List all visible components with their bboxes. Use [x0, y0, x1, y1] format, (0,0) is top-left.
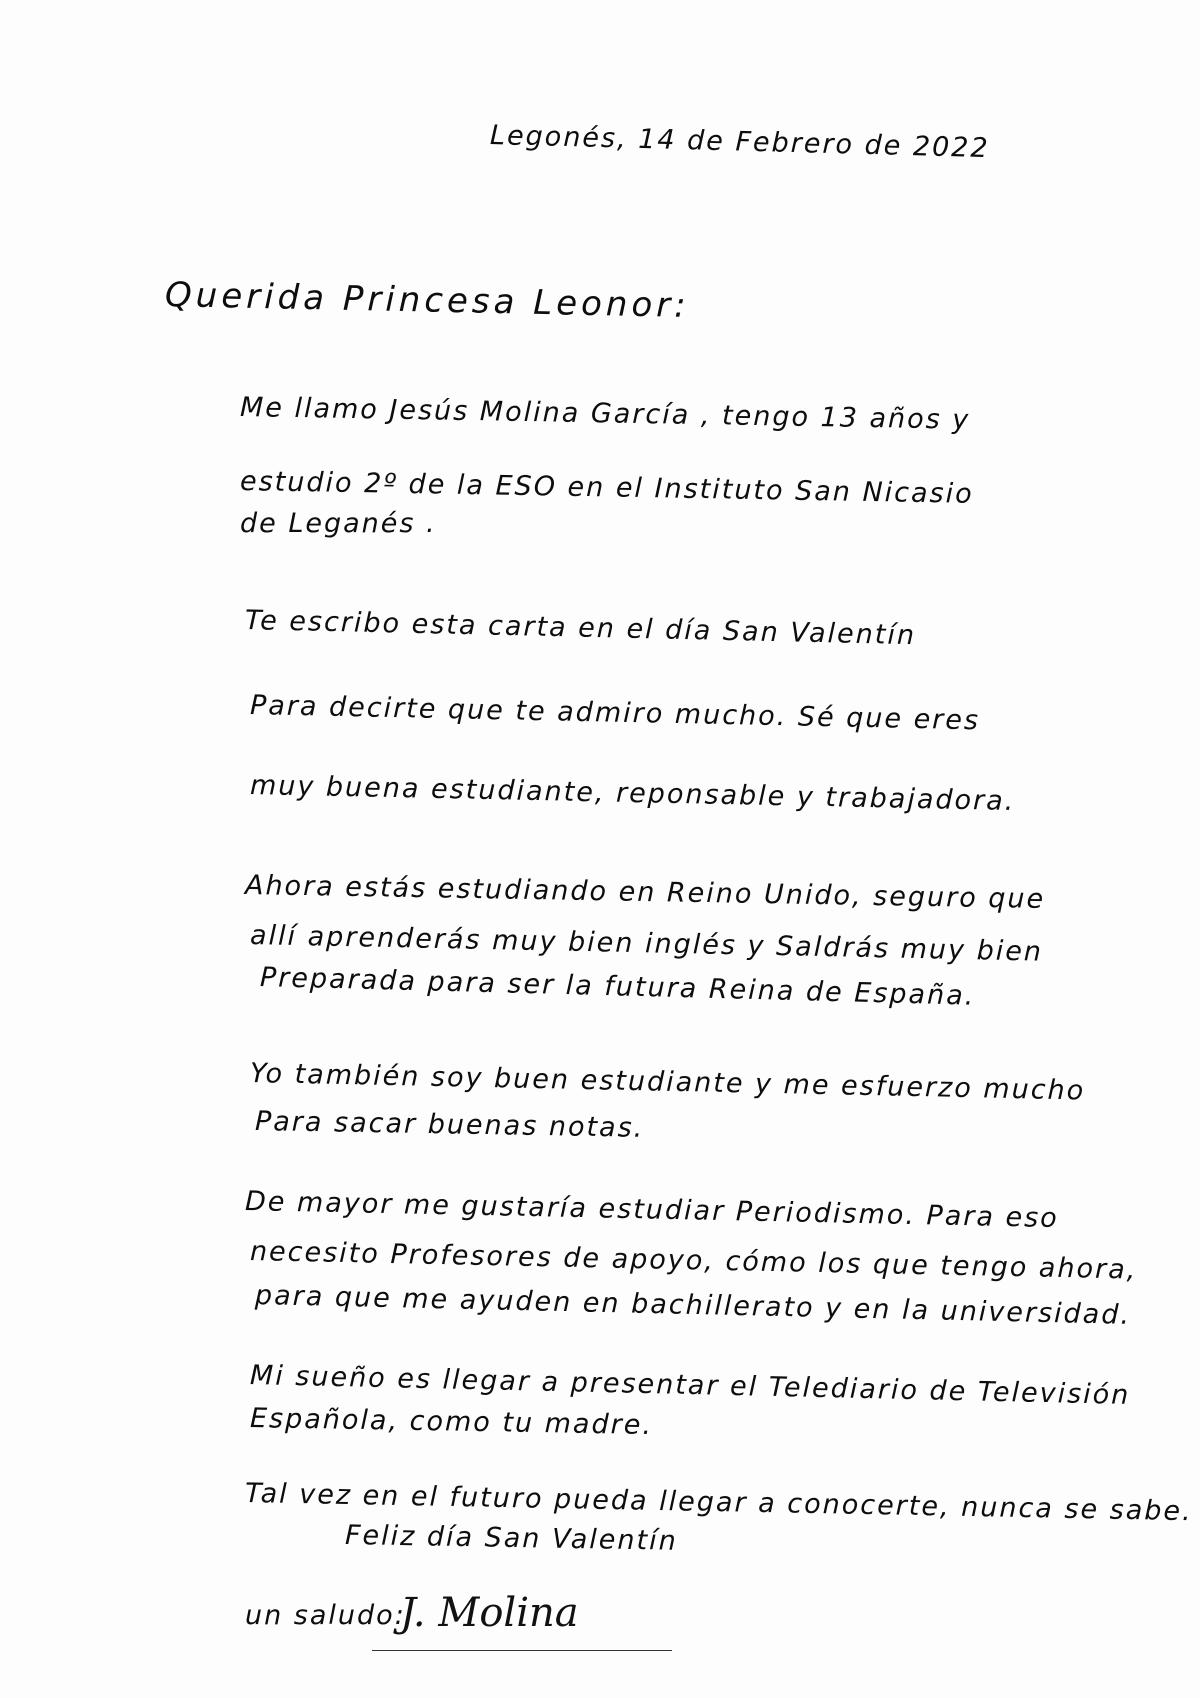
letter-line: Española, como tu madre. [249, 1403, 654, 1442]
letter-line: allí aprenderás muy bien inglés y Saldrás muy bien [249, 920, 1044, 968]
letter-date: Legonés, 14 de Febrero de 2022 [489, 120, 991, 165]
letter-farewell: un saludo: [245, 1600, 406, 1631]
letter-line: Yo también soy buen estudiante y me esfuerzo mucho [249, 1058, 1086, 1107]
letter-closing: Feliz día San Valentín [344, 1520, 678, 1557]
letter-line: Te escribo esta carta en el día San Valentín [244, 605, 917, 652]
letter-line: Me llamo Jesús Molina García , tengo 13 años y [239, 392, 971, 436]
letter-line: Para decirte que te admiro mucho. Sé que eres [249, 690, 981, 737]
letter-line: muy buena estudiante, reponsable y trabajadora. [249, 770, 1016, 818]
letter-line: estudio 2º de la ESO en el Instituto San Nicasio [239, 466, 974, 510]
signature: J. Molina [400, 1590, 579, 1636]
letter-line: Preparada para ser la futura Reina de España. [259, 962, 976, 1012]
signature-underline [372, 1650, 672, 1651]
letter-line: necesito Profesores de apoyo, cómo los que tengo ahora, [249, 1236, 1138, 1286]
letter-line: Mi sueño es llegar a presentar el Telediario de Televisión [249, 1360, 1131, 1411]
letter-line: para que me ayuden en bachillerato y en la universidad. [254, 1280, 1132, 1331]
letter-line: Ahora estás estudiando en Reino Unido, seguro que [244, 870, 1046, 915]
letter-line: Para sacar buenas notas. [254, 1106, 645, 1144]
letter-greeting: Querida Princesa Leonor: [164, 275, 691, 326]
letter-line: Tal vez en el futuro pueda llegar a conocerte, nunca se sabe. [244, 1478, 1193, 1528]
letter-line: de Leganés . [240, 508, 437, 539]
letter-line: De mayor me gustaría estudiar Periodismo. Para eso [244, 1186, 1060, 1235]
